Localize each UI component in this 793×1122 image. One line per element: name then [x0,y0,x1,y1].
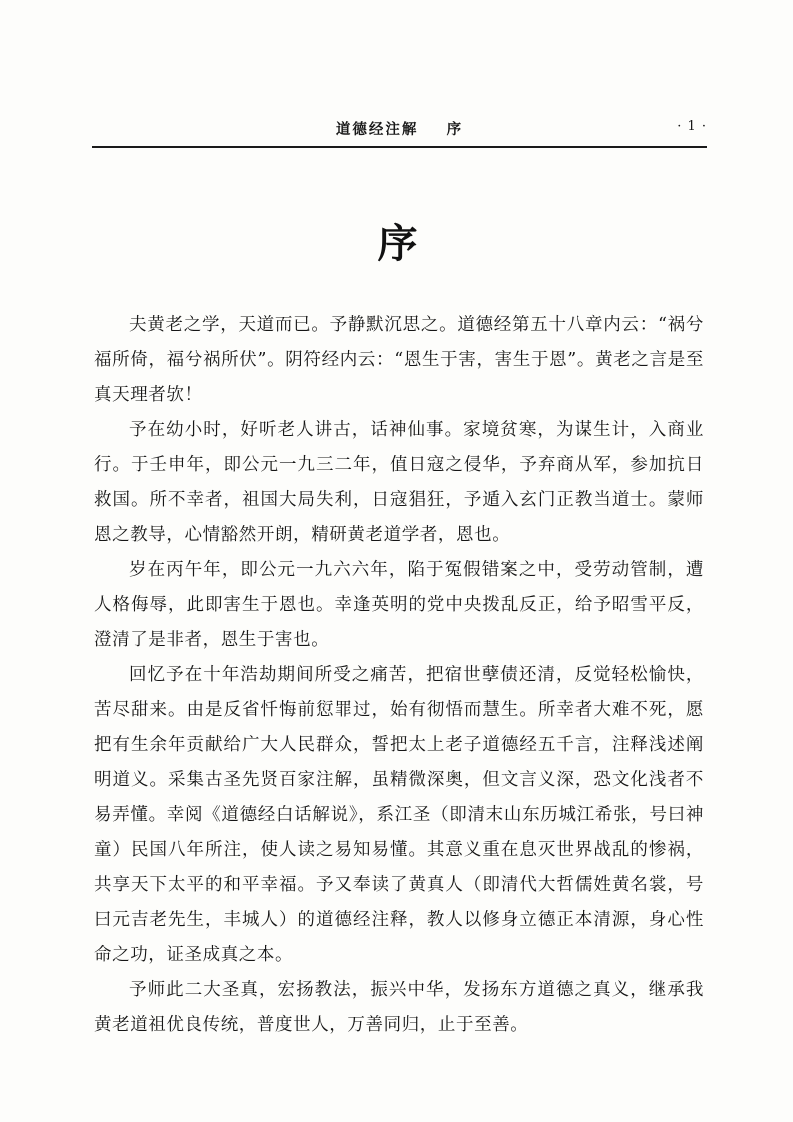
page-content-area [92,0,707,1122]
page-number: · 1 · [677,119,707,134]
paragraph: 岁在丙午年，即公元一九六六年，陷于冤假错案之中，受劳动管制，遭人格侮辱，此即害生于恩也。幸逢英明的党中央拨乱反正，给予昭雪平反，澄清了是非者，恩生于害也。 [94,560,704,650]
header-divider-rule [92,146,707,148]
paragraph: 夫黄老之学，天道而已。予静默沉思之。道德经第五十八章内云：“祸兮福所倚，福兮祸所伏”。阴符经内云：“恩生于害，害生于恩”。黄老之言是至真天理者欤！ [94,315,704,405]
page-title: 序 [377,220,422,267]
body-text [94,308,704,1043]
running-header-title: 道德经注解 序 [335,121,464,138]
paragraph: 回忆予在十年浩劫期间所受之痛苦，把宿世孽债还清，反觉轻松愉快，苦尽甜来。由是反省忏悔前愆罪过，始有彻悟而慧生。所幸者大难不死，愿把有生余年贡献给广大人民群众，誓把太上老子道德经五千言，注释浅述阐明道义。采集古圣先贤百家注解，虽精微深奥，但文言义深，恐文化浅者不易弄懂。幸阅《道德经白话解说》，系江圣（即清末山东历城江希张，号曰神童）民国八年所注，使人读之易知易懂。其意义重在息灭世界战乱的惨祸，共享天下太平的和平幸福。予又奉读了黄真人（即清代大哲儒姓黄名裳，号曰元吉老先生，丰城人）的道德经注释，教人以修身立德正本清源，身心性命之功，证圣成真之本。 [94,665,704,965]
paragraph: 予在幼小时，好听老人讲古，话神仙事。家境贫寒，为谋生计，入商业行。于壬申年，即公元一九三二年，值日寇之侵华，予弃商从军，参加抗日救国。所不幸者，祖国大局失利，日寇猖狂，予遁入玄门正教当道士。蒙师恩之教导，心情豁然开朗，精研黄老道学者，恩也。 [94,420,704,545]
running-header [92,118,707,142]
paragraph: 予师此二大圣真，宏扬教法，振兴中华，发扬东方道德之真义，继承我黄老道祖优良传统，普度世人，万善同归，止于至善。 [94,980,704,1035]
